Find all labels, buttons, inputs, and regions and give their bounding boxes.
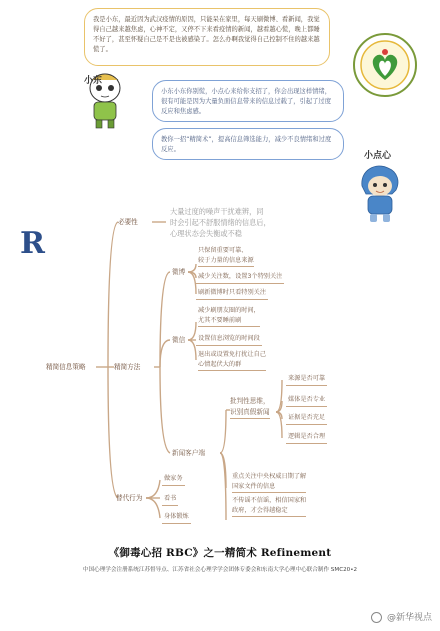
check-evidence: 证据是否充足 — [286, 413, 327, 425]
weibo-item-3: 刷新微博时只看特别关注 — [196, 288, 268, 300]
wechat-item-2: 设置信息浏览的时间段 — [196, 334, 262, 346]
weibo-node: 微博 — [172, 268, 186, 276]
watermark: @新华视点 — [371, 610, 432, 623]
alt-exercise: 身体锻炼 — [162, 512, 191, 524]
alternatives-node: 替代行为 — [116, 494, 143, 502]
mindmap-root: 精简信息策略 — [46, 363, 86, 371]
weibo-item-1: 只保留重要可靠、 较于力量的信息来源 — [196, 246, 256, 268]
wechat-item-1: 减少刷朋友圈的时间， 尤其不要睡前刷 — [196, 306, 262, 328]
check-source: 来源是否可靠 — [286, 374, 327, 386]
xiaodianxin-text-1: 小东小东你别慌，小点心来给你支招了，你会出现这样情绪，很有可能是因为大量负面信息带来的信息过载了，引起了过度反应和焦虑感。 — [161, 88, 332, 115]
critical-thinking: 批判性思维， 识别真假新闻 — [230, 396, 270, 419]
xiaodong-text: 我是小东，最近因为武汉疫情的原因，只能呆在家里，每天刷微博、看新闻，我觉得自己越来越焦虑，心神不定，又停不下来看疫情的新闻，越看越心慌，晚上都睡不好了，甚至怀疑自己是不是也被感染了。怎么办啊我觉得自己控制不住的越来越慌了。 — [93, 16, 320, 53]
strategy-letter: R — [20, 226, 45, 261]
weibo-item-2: 减少关注数，设置3个特别关注 — [196, 272, 284, 284]
xiaodong-name: 小东 — [84, 76, 103, 86]
check-logic: 逻辑是否合理 — [286, 432, 327, 444]
wechat-node: 微信 — [172, 336, 186, 344]
alt-reading: 看书 — [162, 494, 178, 506]
news-extra-2: 不传谣不信谣，相信国家和 政府，才会得越稳定 — [230, 496, 308, 518]
footer-credits: 中国心理学会注册系统江苏督导点、江苏省社会心理学学会团体专委会和东南大学心理中心联合制作 SMC20•2 — [82, 567, 358, 573]
necessity-node: 必要性 — [118, 218, 138, 226]
alt-housework: 做家务 — [162, 474, 185, 486]
wechat-item-3: 退出或设置免打扰让自己 心情起伏大的群 — [196, 350, 268, 372]
necessity-description: 大量过度的噪声干扰难辨，同 时会引起不舒服情绪的信息后， 心理状态会失衡或不稳 — [170, 207, 271, 238]
weibo-icon — [371, 612, 382, 623]
methods-node: 精简方法 — [114, 363, 141, 371]
page-title: 《御毒心招 RBC》之一精简术 Refinement — [108, 547, 332, 559]
xiaodianxin-name: 小点心 — [364, 151, 392, 161]
check-media: 媒体是否专业 — [286, 395, 327, 407]
news-extra-1: 重点关注中央权威日期了解 国家文件的信息 — [230, 472, 308, 494]
news-client-node: 新闻客户端 — [172, 449, 205, 457]
xiaodianxin-text-2: 教你一招“精简术”，提高信息筛选能力，减少不良情绪和过度反应。 — [161, 136, 332, 153]
